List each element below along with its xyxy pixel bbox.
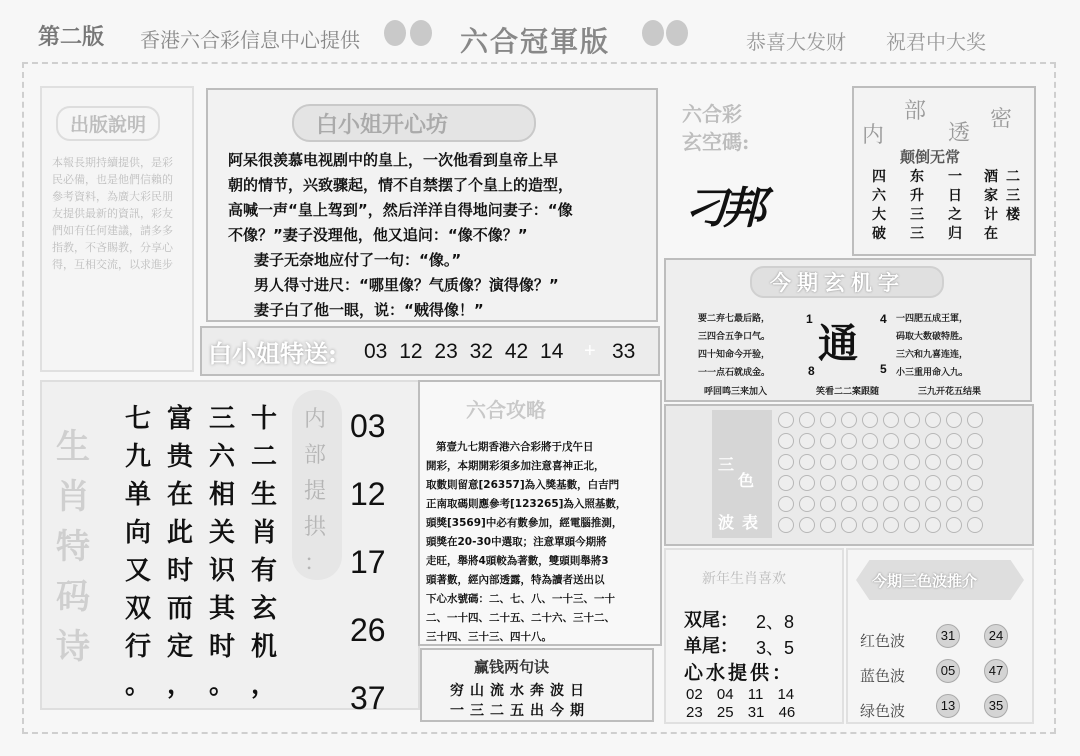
- wave-label: 绿色波: [860, 702, 906, 720]
- strategy-line: 頭著數，經內部透露，特為讀者送出以: [426, 574, 605, 586]
- zodiac-char: 有: [250, 556, 277, 586]
- story-text: [228, 148, 648, 323]
- zodiac-char: 。: [208, 670, 235, 700]
- inside-char: 计: [984, 207, 998, 223]
- grid-circle: [841, 454, 857, 470]
- wave-ball: 24: [984, 624, 1008, 648]
- grid-circle: [904, 496, 920, 512]
- verses-title: 赢钱两句诀: [474, 658, 550, 676]
- inside-provide-char: 部: [304, 443, 327, 468]
- xuanji-line: 小三重用命入九。: [896, 368, 969, 378]
- wave-labels: [860, 624, 905, 729]
- xuanji-line: 码取大数破特胜。: [896, 332, 969, 342]
- zodiac-char: 相: [208, 480, 235, 510]
- strategy-line: 頭獎[3569]中必有數參加，經電腦推測，: [426, 517, 623, 529]
- color-grid-label: 三: [718, 455, 735, 474]
- grid-circle: [925, 433, 941, 449]
- xuanji-mark: 4: [880, 312, 887, 326]
- zodiac-numbers: [350, 392, 386, 732]
- special-label: 白小姐特送:: [208, 339, 337, 368]
- zodiac-char: 而: [166, 594, 193, 624]
- grid-circle: [883, 475, 899, 491]
- grid-circle: [799, 496, 815, 512]
- zodiac-number: 12: [350, 476, 386, 512]
- zodiac-char: 定: [166, 632, 193, 662]
- inside-title-char: 密: [990, 107, 1013, 132]
- zodiac-char: 生: [250, 480, 277, 510]
- xuanji-mark: 8: [808, 364, 815, 378]
- zodiac-number: 37: [350, 680, 386, 716]
- inside-char: 三: [1006, 188, 1020, 204]
- special-extra: 33: [612, 340, 636, 363]
- color-grid-label: 表: [742, 513, 759, 532]
- xuanji-bottom: 笑看二二案跟随: [816, 387, 880, 397]
- xuanji-bottom: 呼回鸣三来加入: [704, 387, 768, 397]
- grid-circle: [862, 517, 878, 533]
- grid-circle: [946, 475, 962, 491]
- inside-provide-label: [304, 402, 330, 582]
- special-number: 23: [434, 340, 458, 363]
- strategy-text: [426, 438, 658, 647]
- xuanji-line: 三四合五争口气。: [698, 332, 771, 342]
- grid-circle: [904, 433, 920, 449]
- wave-label: 红色波: [860, 632, 906, 650]
- grid-circle: [967, 412, 983, 428]
- zodiac-char: 。: [124, 670, 151, 700]
- inside-provide-char: 提: [304, 479, 327, 504]
- xuanji-left: [698, 310, 770, 382]
- grid-circle: [883, 517, 899, 533]
- grid-circle: [883, 496, 899, 512]
- double-tail-label: 双尾：: [684, 610, 738, 631]
- grid-circle: [967, 454, 983, 470]
- wave-ball: 31: [936, 624, 960, 648]
- grid-circle: [820, 433, 836, 449]
- zodiac-char: 关: [208, 518, 235, 548]
- special-strip: [200, 326, 660, 376]
- provider-text: 香港六合彩信息中心提供: [140, 28, 360, 52]
- grid-circle: [904, 454, 920, 470]
- story-line: 不像？”妻子没理他，他又追问：“像不像？”: [228, 226, 528, 244]
- inside-col: [910, 168, 926, 244]
- inside-char: 酒: [984, 169, 998, 185]
- inside-provide-char: 拱: [304, 515, 327, 540]
- zodiac-char: ，: [166, 670, 193, 700]
- grid-circle: [862, 475, 878, 491]
- grid-circle: [820, 454, 836, 470]
- xuanji-bottom: 三九开花五结果: [918, 387, 982, 397]
- grid-circle: [967, 496, 983, 512]
- lantern-icon: [642, 20, 664, 46]
- heart-number: 04: [716, 686, 734, 703]
- strategy-title: 六合攻略: [466, 398, 546, 422]
- grid-circle: [799, 412, 815, 428]
- inside-char: 日: [948, 188, 962, 204]
- grid-circle: [883, 412, 899, 428]
- inside-char: 归: [948, 226, 962, 242]
- grid-circle: [799, 475, 815, 491]
- wave-label: 蓝色波: [860, 667, 906, 685]
- special-numbers: [364, 340, 563, 364]
- heart-label: 心水提供：: [684, 662, 795, 684]
- grid-circle: [841, 517, 857, 533]
- special-number: 42: [504, 340, 529, 363]
- special-number: 12: [399, 340, 423, 363]
- zodiac-char: 富: [166, 404, 193, 434]
- grid-circle: [862, 412, 878, 428]
- strategy-line: 三十四、三十三、四十八。: [426, 631, 552, 643]
- zodiac-char: 此: [166, 518, 193, 548]
- xuanji-mark: 5: [880, 362, 887, 376]
- secret-code-title-1: 六合彩: [682, 102, 742, 126]
- wave-ball: 13: [936, 694, 960, 718]
- publish-note-body: 本報長期持續提供，是彩民必備，也是他們信賴的參考資料，為廣大彩民朋友提供最新的資訊，彩友們如有任何建議，請多多指教，不吝賜教，分享心得，互相交流，以求進步: [52, 156, 173, 271]
- grid-circle: [820, 517, 836, 533]
- wish-text-1: 恭喜大发财: [746, 30, 846, 54]
- story-panel: [206, 88, 658, 322]
- grid-circle: [778, 496, 794, 512]
- grid-circle: [883, 433, 899, 449]
- grid-circle: [820, 412, 836, 428]
- heart-number: 46: [778, 704, 796, 721]
- zodiac-char: 机: [250, 632, 277, 662]
- special-number: 32: [469, 340, 493, 363]
- grid-circle: [778, 412, 794, 428]
- story-line: 朝的情节，兴致骤起，情不自禁摆了个皇上的造型，: [228, 176, 574, 194]
- zodiac-char: 贵: [166, 442, 193, 472]
- grid-circle: [841, 475, 857, 491]
- story-line: 男人得寸进尺：“哪里像？气质像？演得像？”: [254, 276, 559, 294]
- color-grid-panel: [664, 404, 1034, 546]
- inside-col: [948, 168, 964, 244]
- single-tail-label: 单尾：: [684, 636, 738, 657]
- special-number: 03: [364, 340, 388, 363]
- inside-subtitle: 颠倒无常: [900, 148, 961, 166]
- inside-char: 二: [1006, 169, 1020, 185]
- inside-col: [1006, 168, 1022, 225]
- grid-circle: [925, 475, 941, 491]
- grid-circle: [946, 517, 962, 533]
- heart-number: 14: [777, 686, 795, 703]
- grid-circle: [925, 517, 941, 533]
- inside-provide-char: 内: [304, 407, 327, 432]
- zodiac-char: 时: [166, 556, 193, 586]
- zodiac-char: 九: [124, 442, 151, 472]
- grid-circle: [862, 496, 878, 512]
- grid-circle: [925, 412, 941, 428]
- zodiac-char: 二: [250, 442, 277, 472]
- inside-char: 大: [872, 207, 886, 223]
- zodiac-char: 识: [208, 556, 235, 586]
- heart-number: 23: [686, 704, 703, 721]
- strategy-line: 頭獎在20-30中選取；注意單頭今期將: [426, 536, 607, 548]
- publish-note-panel: [40, 86, 194, 372]
- zodiac-char: 七: [124, 404, 151, 434]
- secret-code-panel: [664, 90, 846, 250]
- grid-circle: [778, 433, 794, 449]
- grid-circle: [841, 496, 857, 512]
- zodiac-bg-title: 生肖特码诗: [56, 427, 90, 667]
- strategy-line: 開彩，本期開彩須多加注意喜神正北，: [426, 460, 605, 472]
- zodiac-char: 双: [124, 594, 151, 624]
- zodiac-number: 26: [350, 612, 386, 648]
- verses-line-2: 一三二五出今期: [450, 703, 590, 719]
- heart-number: 25: [716, 704, 734, 721]
- xuanji-line: 一四肥五成王軍，: [896, 314, 969, 324]
- wish-text-2: 祝君中大奖: [886, 30, 986, 54]
- wave-ball: 05: [936, 659, 960, 683]
- inside-char: 家: [984, 188, 998, 204]
- xuanji-line: 三六和九喜连连，: [896, 350, 969, 360]
- secret-code-symbol: 刁邦: [684, 183, 760, 234]
- zodiac-char: 其: [208, 594, 235, 624]
- xuanji-center-char: 通: [818, 321, 858, 367]
- story-line: 阿呆很羡慕电视剧中的皇上，一次他看到皇帝上早: [228, 151, 559, 169]
- inside-title-char: 透: [948, 121, 971, 146]
- plus-sign: +: [584, 340, 596, 362]
- wave-ball: 35: [984, 694, 1008, 718]
- wave-ball: 47: [984, 659, 1008, 683]
- story-line: 妻子无奈地应付了一句：“像。”: [254, 251, 462, 269]
- inside-provide-char: ：: [304, 551, 327, 576]
- page-title: 六合冠軍版: [460, 25, 611, 58]
- strategy-line: 正南取碼則應參考[123265]為入照基數，: [426, 498, 627, 510]
- inside-char: 三: [910, 226, 924, 242]
- strategy-line: 二、一十四、二十五、二十六、三十二、: [426, 612, 615, 624]
- grid-circle: [778, 475, 794, 491]
- grid-circle: [778, 517, 794, 533]
- grid-circle: [967, 475, 983, 491]
- zodiac-char: 行: [124, 632, 151, 662]
- color-grid-label: 波: [718, 513, 735, 532]
- grid-circle: [904, 412, 920, 428]
- strategy-line: 走旺，舉將4頭較為著數，雙頭則舉將3: [426, 555, 609, 567]
- zodiac-char: 十: [250, 404, 277, 434]
- grid-circle: [799, 433, 815, 449]
- zodiac-char: 玄: [250, 594, 277, 624]
- wave-title: 今期三色波推介: [872, 572, 978, 590]
- wave-recommend-panel: [846, 548, 1034, 724]
- grid-circle: [946, 433, 962, 449]
- inside-title-char: 内: [862, 123, 885, 148]
- strategy-panel: [418, 380, 662, 646]
- inside-char: 破: [872, 226, 886, 242]
- grid-circle: [946, 496, 962, 512]
- tail-title: 新年生肖喜欢: [702, 571, 786, 587]
- heart-row-2: [686, 704, 795, 721]
- zodiac-char: 单: [124, 480, 151, 510]
- story-line: 高喊一声“皇上驾到”，然后洋洋自得地问妻子：“像: [228, 201, 573, 219]
- grid-circle: [925, 496, 941, 512]
- zodiac-char: 时: [208, 632, 235, 662]
- inside-char: 之: [948, 207, 962, 223]
- heart-number: 02: [686, 686, 703, 703]
- grid-circle: [925, 454, 941, 470]
- inside-char: 升: [910, 188, 924, 204]
- xuanji-mark: 1: [806, 312, 813, 326]
- xuanji-panel: [664, 258, 1032, 402]
- secret-code-title-2: 玄空碼:: [682, 130, 750, 154]
- grid-circle: [946, 412, 962, 428]
- zodiac-number: 17: [350, 544, 386, 580]
- tail-panel: [664, 548, 844, 724]
- story-title: 白小姐开心坊: [316, 112, 449, 138]
- zodiac-char: ，: [250, 670, 277, 700]
- zodiac-char: 向: [124, 518, 151, 548]
- strategy-line: 下心水號碼：二、七、八、一十三、一十: [426, 593, 615, 605]
- grid-circle: [841, 412, 857, 428]
- grid-circle: [967, 517, 983, 533]
- header-bar: [22, 14, 1062, 58]
- grid-circle: [904, 517, 920, 533]
- xuanji-line: 一一点石就成金。: [698, 368, 771, 378]
- zodiac-panel: [40, 380, 420, 716]
- inside-title-char: 部: [904, 99, 927, 124]
- double-tail-value: 2、8: [756, 612, 795, 632]
- inside-char: 楼: [1006, 207, 1020, 223]
- inside-char: 六: [872, 188, 886, 204]
- grid-circle: [883, 454, 899, 470]
- zodiac-char: 肖: [250, 518, 277, 548]
- inside-char: 三: [910, 207, 924, 223]
- inside-col: [984, 168, 1000, 244]
- grid-circle: [862, 433, 878, 449]
- zodiac-char: 三: [208, 404, 235, 434]
- inside-secret-panel: [852, 86, 1036, 256]
- strategy-line: 取數則留意[26357]為入獎基數，白吉門: [426, 479, 620, 491]
- heart-number: 31: [747, 704, 765, 721]
- inside-col: [872, 168, 888, 244]
- zodiac-char: 在: [166, 480, 193, 510]
- grid-circle: [799, 517, 815, 533]
- special-number: 14: [540, 340, 564, 363]
- grid-circle: [841, 433, 857, 449]
- zodiac-char: 又: [124, 556, 151, 586]
- grid-circle: [862, 454, 878, 470]
- inside-char: 东: [910, 169, 924, 185]
- grid-circle: [799, 454, 815, 470]
- grid-circle: [967, 433, 983, 449]
- xuanji-right: [896, 310, 968, 382]
- verses-panel: [420, 648, 654, 722]
- strategy-line: 第壹九七期香港六合彩將于戊午日: [436, 441, 594, 453]
- lantern-icon: [666, 20, 688, 46]
- xuanji-line: 四十知命今开验，: [698, 350, 771, 360]
- xuanji-title: 今期玄机字: [770, 270, 905, 295]
- inside-char: 在: [984, 226, 998, 242]
- single-tail-value: 3、5: [756, 638, 795, 658]
- grid-circle: [820, 496, 836, 512]
- inside-grid: [872, 168, 1022, 254]
- zodiac-number: 03: [350, 408, 386, 444]
- inside-char: 一: [948, 169, 962, 185]
- grid-circle: [778, 454, 794, 470]
- story-line: 妻子白了他一眼，说：“贼得像！”: [254, 301, 484, 319]
- verses-line-1: 穷山流水奔波日: [450, 683, 590, 699]
- color-grid-label: 色: [738, 471, 755, 490]
- heart-number: 11: [747, 686, 764, 703]
- grid-circle: [904, 475, 920, 491]
- heart-row-1: [686, 686, 794, 703]
- edition-label: 第二版: [38, 24, 105, 50]
- zodiac-char: 六: [208, 442, 235, 472]
- lantern-icon: [410, 20, 432, 46]
- grid-circle: [946, 454, 962, 470]
- grid-circle: [820, 475, 836, 491]
- publish-note-title: 出版說明: [56, 106, 160, 141]
- xuanji-line: 要二弃七最后路，: [698, 314, 771, 324]
- inside-char: 四: [872, 169, 886, 185]
- lantern-icon: [384, 20, 406, 46]
